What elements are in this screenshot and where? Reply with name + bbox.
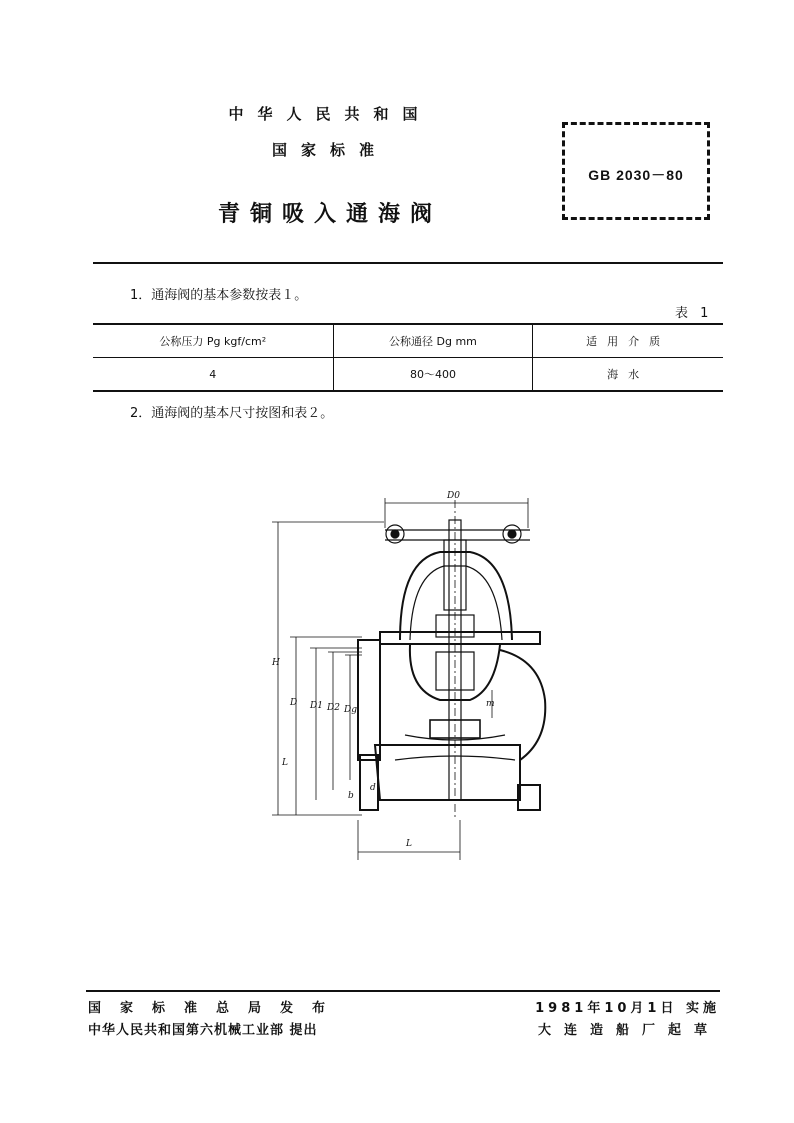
standard-type: 国家标准 (271, 141, 388, 159)
dim-label-D1: D1 (310, 701, 323, 711)
header-medium: 适用介质 (533, 324, 723, 358)
document-title: 青铜吸入通海阀 (217, 202, 442, 227)
standard-number: GB 2030－80 (588, 167, 684, 183)
header-diameter: 公称通径 Dg mm (333, 324, 533, 358)
cell-pressure: 4 (93, 358, 333, 392)
dim-label-d: d (370, 783, 376, 793)
table-row (93, 358, 723, 392)
clause-1: 1．通海阀的基本参数按表１。 (130, 288, 308, 303)
dim-label-L-vertical: L (282, 758, 288, 768)
dim-label-b: b (348, 791, 354, 801)
footer-effective-date: 1981年10月1日 实施 (535, 1001, 720, 1016)
dim-label-m: m (486, 699, 495, 709)
cell-diameter: 80～400 (333, 358, 533, 392)
footer-drafter: 大连造船厂起草 (537, 1023, 720, 1038)
clause-2: 2．通海阀的基本尺寸按图和表２。 (130, 406, 334, 421)
header-pressure: 公称压力 Pg kgf/cm² (93, 324, 333, 358)
dim-label-Dg: Dg (344, 705, 357, 715)
country-name: 中华人民共和国 (228, 105, 432, 123)
bottom-rule (86, 990, 720, 992)
top-rule (93, 262, 723, 264)
footer-proposer: 中华人民共和国第六机械工业部 提出 (88, 1023, 318, 1038)
valve-drawing (260, 490, 550, 870)
dim-label-D0: D0 (447, 491, 460, 501)
table-header-row (93, 324, 723, 358)
dim-label-D2: D2 (327, 703, 340, 713)
dim-label-L-horizontal: L (406, 839, 412, 849)
standard-number-box (562, 122, 710, 220)
table-label: 表 1 (675, 306, 713, 321)
parameter-table (93, 323, 723, 392)
dim-label-D: D (290, 698, 298, 708)
cell-medium: 海水 (533, 358, 723, 392)
footer-issuer: 国家标准总局发布 (88, 1001, 345, 1016)
dim-label-H: H (272, 658, 280, 668)
